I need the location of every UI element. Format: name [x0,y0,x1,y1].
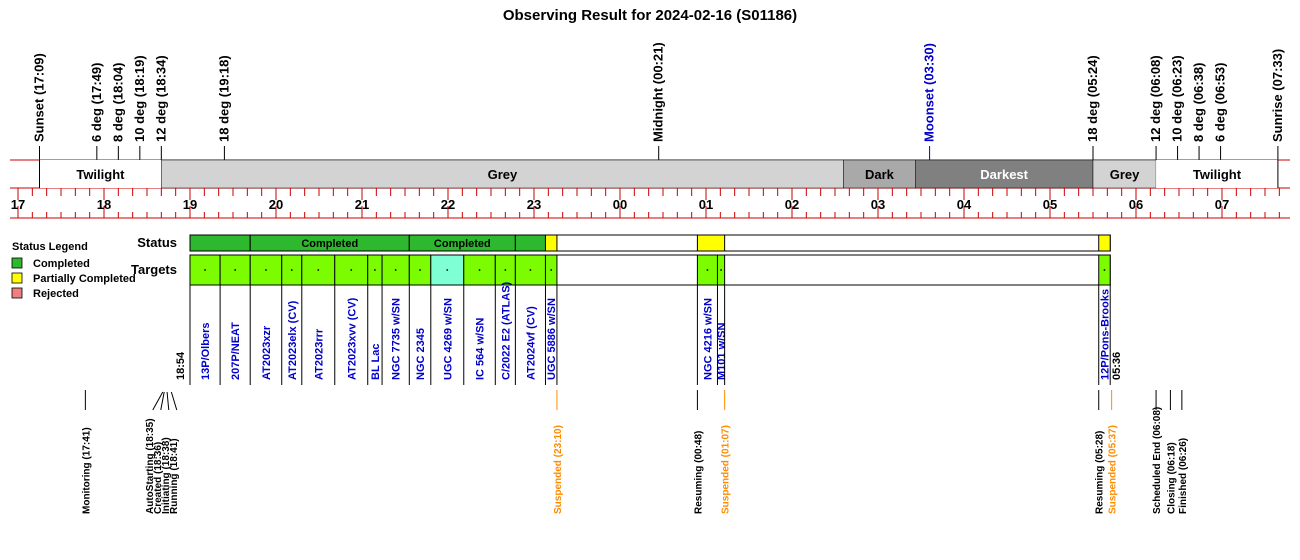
axis-tick-label: 07 [1214,197,1230,212]
sky-event-label: 12 deg (06:08) [1148,55,1164,142]
axis-tick-label: 19 [182,197,198,212]
target-name-label: NGC 7735 w/SN [390,298,403,380]
sky-event-label: 8 deg (06:38) [1191,62,1207,142]
event-connector [171,392,176,410]
sky-period-label: Twilight [76,167,125,182]
target-dot [204,269,206,271]
target-dot [374,269,376,271]
sky-period-label: Dark [864,167,894,182]
target-name-label: AT2024vf (CV) [525,306,538,380]
status-block [1099,235,1110,251]
target-dot [350,269,352,271]
axis-tick-label: 18 [96,197,112,212]
axis-tick-label: 21 [354,197,370,212]
target-dot [291,269,293,271]
status-block-label: Completed [301,238,359,250]
legend-title: Status Legend [12,241,88,253]
system-event-label: Monitoring (17:41) [81,427,93,514]
status-block [515,235,545,251]
target-name-label: BL Lac [369,343,382,380]
target-name-label: 13P/Olbers [200,322,213,380]
system-event-label: Resuming (00:48) [693,430,705,514]
block-time-label: 05:36 [1111,351,1124,380]
axis-tick-label: 04 [956,197,972,212]
target-dot [265,269,267,271]
legend-swatch [12,273,22,283]
target-name-label: 207P/NEAT [230,322,243,380]
axis-tick-label: 17 [10,197,26,212]
target-dot [1104,269,1106,271]
system-event-label: AutoStarting (18:35) [144,418,156,514]
sky-period-label: Darkest [980,167,1028,182]
target-name-label: IC 564 w/SN [474,317,487,380]
sky-event-label: 10 deg (18:19) [131,55,147,142]
axis-tick-label: 23 [526,197,542,212]
target-dot [234,269,236,271]
legend-label: Partially Completed [33,273,136,285]
target-dot [395,269,397,271]
target-name-label: 12P/Pons-Brooks [1099,288,1112,380]
target-dot [317,269,319,271]
sky-period-label: Grey [487,167,518,182]
target-dot [720,269,722,271]
system-event-label: Scheduled End (06:08) [1152,406,1164,514]
sky-event-label: Moonset (03:30) [921,43,937,142]
status-block [190,235,250,251]
axis-tick-label: 22 [440,197,456,212]
sky-event-label: Sunset (17:09) [31,53,47,142]
system-event-label: Finished (06:26) [1177,437,1189,514]
sky-event-label: Sunrise (07:33) [1269,48,1285,142]
sky-period-label: Grey [1109,167,1140,182]
system-event-label: Suspended (05:37) [1107,425,1119,514]
legend-label: Completed [33,258,90,270]
target-name-label: NGC 2345 [415,328,428,380]
axis-tick-label: 06 [1128,197,1144,212]
status-block-label: Completed [433,238,491,250]
system-event-label: Resuming (05:28) [1094,430,1106,514]
sky-event-label: 6 deg (06:53) [1212,62,1228,142]
target-name-label: AT2023rrr [313,328,326,380]
target-name-label: AT2023xzr [260,325,273,380]
target-name-label: UGC 4269 w/SN [442,298,455,380]
status-block [697,235,724,251]
target-dot [504,269,506,271]
axis-tick-label: 01 [698,197,714,212]
axis-tick-label: 05 [1042,197,1058,212]
system-event-label: Suspended (01:07) [720,425,732,514]
status-row-label: Status [137,235,177,250]
block-time-label: 18:54 [175,351,187,380]
target-name-label: AT2023elx (CV) [286,300,299,380]
system-event-label: Closing (06:18) [1166,442,1178,514]
target-dot [550,269,552,271]
event-connector [167,392,169,410]
sky-event-label: 8 deg (18:04) [110,62,126,142]
target-dot [479,269,481,271]
target-name-label: AT2023xvv (CV) [346,297,359,380]
axis-tick-label: 03 [870,197,886,212]
sky-event-label: 12 deg (18:34) [153,55,169,142]
sky-period-label: Twilight [1192,167,1242,182]
sky-event-label: 10 deg (06:23) [1169,55,1185,142]
axis-tick-label: 20 [268,197,284,212]
target-name-label: UGC 5886 w/SN [546,298,559,380]
system-event-label: Initiating (18:38) [160,437,172,514]
axis-tick-label: 02 [784,197,800,212]
axis-tick-label: 00 [612,197,628,212]
system-event-label: Suspended (23:10) [552,425,564,514]
targets-row-label: Targets [131,262,177,277]
target-dot [707,269,709,271]
target-name-label: C/2022 E2 (ATLAS) [500,281,513,380]
target-dot [530,269,532,271]
chart-title: Observing Result for 2024-02-16 (S01186) [502,7,798,24]
legend-label: Rejected [33,288,79,300]
legend-swatch [12,288,22,298]
status-block [545,235,556,251]
target-dot [419,269,421,271]
legend-swatch [12,258,22,268]
sky-event-label: 6 deg (17:49) [88,62,104,142]
target-dot [446,269,448,271]
system-event-label: Created (18:36) [152,441,164,514]
target-name-label: M101 w/SN [716,322,729,380]
system-event-label: Running (18:41) [168,438,180,514]
target-name-label: NGC 4216 w/SN [702,298,715,380]
sky-event-label: 18 deg (19:18) [216,55,232,142]
sky-event-label: 18 deg (05:24) [1085,55,1100,142]
sky-event-label: Midnight (00:21) [650,42,666,142]
